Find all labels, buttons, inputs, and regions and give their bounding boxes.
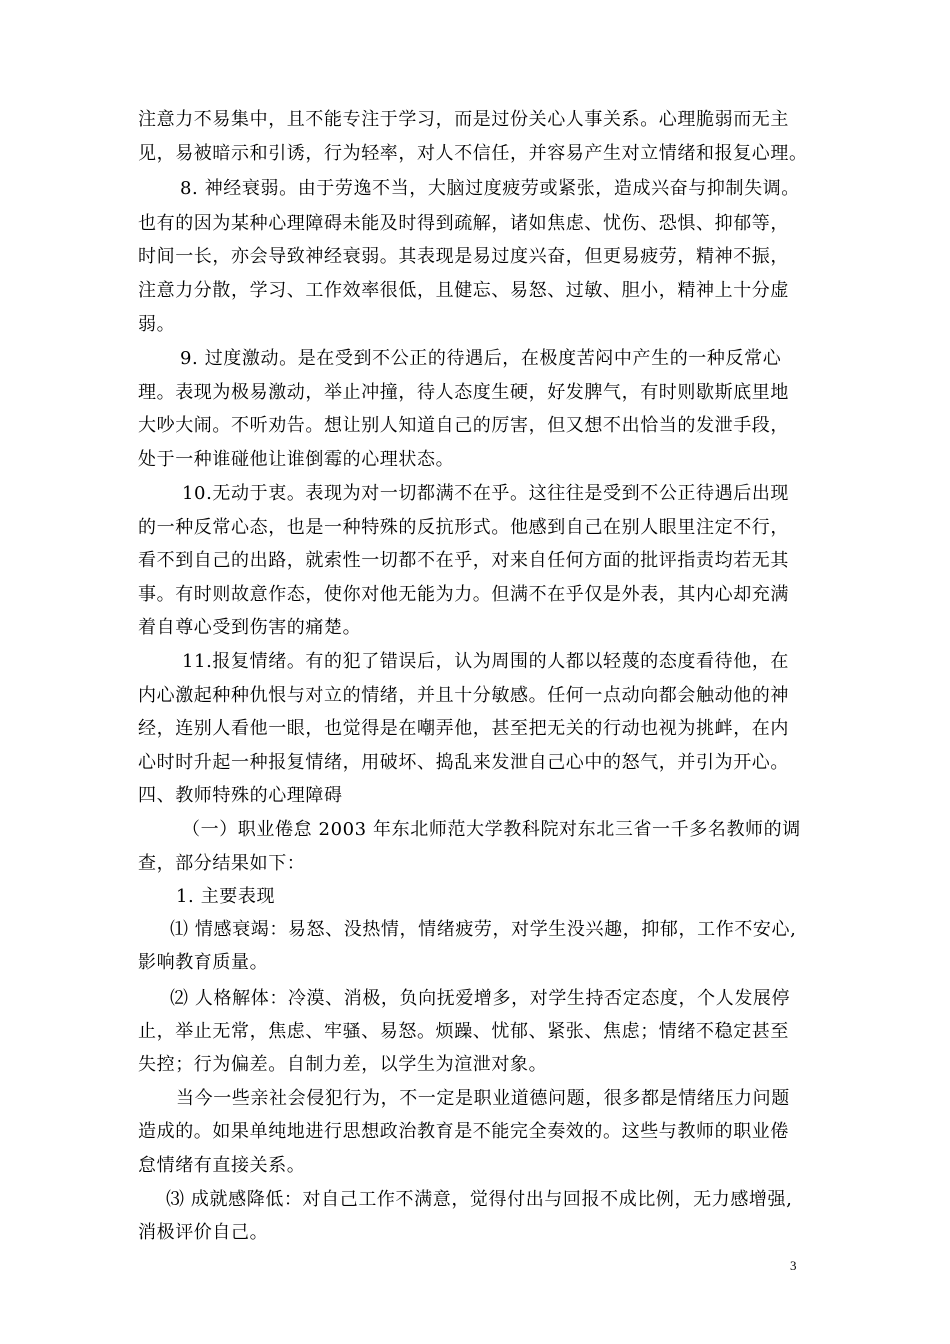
- text-line: 事。有时则故意作态，使你对他无能为力。但满不在乎仅是外表，其内心却充满: [138, 584, 789, 605]
- text-line: 失控；行为偏差。自制力差，以学生为渲泄对象。: [138, 1054, 548, 1075]
- text-line: 注意力分散，学习、工作效率很低，且健忘、易怒、过敏、胆小，精神上十分虚: [138, 280, 789, 301]
- text-line: 内心激起种种仇恨与对立的情绪，并且十分敏感。任何一点动向都会触动他的神: [138, 685, 789, 706]
- text-line: 也有的因为某种心理障碍未能及时得到疏解，诸如焦虑、忧伤、恐惧、抑郁等，: [138, 213, 789, 234]
- text-line: 11.报复情绪。有的犯了错误后，认为周围的人都以轻蔑的态度看待他，在: [182, 651, 790, 672]
- text-line: 8. 神经衰弱。由于劳逸不当，大脑过度疲劳或紧张，造成兴奋与抑制失调。: [180, 178, 800, 199]
- text-line: 弱。: [138, 314, 176, 335]
- text-line: 消极评价自己。: [138, 1222, 269, 1243]
- text-line: 影响教育质量。: [138, 952, 269, 973]
- subheading: 1. 主要表现: [176, 886, 276, 907]
- text-line: 时间一长，亦会导致神经衰弱。其表现是易过度兴奋，但更易疲劳，精神不振，: [138, 246, 789, 267]
- text-line: 着自尊心受到伤害的痛楚。: [138, 617, 362, 638]
- text-line: 10.无动于衷。表现为对一切都满不在乎。这往往是受到不公正待遇后出现: [182, 483, 790, 504]
- text-line: 心时时升起一种报复情绪，用破坏、捣乱来发泄自己心中的怒气，并引为开心。: [138, 752, 789, 773]
- text-line: ⑵ 人格解体：冷漠、消极，负向抚爱增多，对学生持否定态度，个人发展停: [170, 988, 791, 1009]
- text-line: ⑶ 成就感降低：对自己工作不满意，觉得付出与回报不成比例，无力感增强,: [166, 1189, 793, 1210]
- text-line: 9. 过度激动。是在受到不公正的待遇后，在极度苦闷中产生的一种反常心: [180, 348, 782, 369]
- text-line: 处于一种谁碰他让谁倒霉的心理状态。: [138, 449, 455, 470]
- text-line: 看不到自己的出路，就索性一切都不在乎，对来自任何方面的批评指责均若无其: [138, 550, 789, 571]
- text-line: 止，举止无常，焦虑、牢骚、易怒。烦躁、忧郁、紧张、焦虑；情绪不稳定甚至: [138, 1021, 789, 1042]
- text-line: 经，连别人看他一眼，也觉得是在嘲弄他，甚至把无关的行动也视为挑衅，在内: [138, 718, 789, 739]
- text-line: ⑴ 情感衰竭：易怒、没热情，情绪疲劳，对学生没兴趣，抑郁，工作不安心,: [170, 919, 797, 940]
- text-line: 大吵大闹。不听劝告。想让别人知道自己的厉害，但又想不出恰当的发泄手段，: [138, 415, 789, 436]
- text-line: 造成的。如果单纯地进行思想政治教育是不能完全奏效的。这些与教师的职业倦: [138, 1121, 789, 1142]
- text-line: 注意力不易集中，且不能专注于学习，而是过份关心人事关系。心理脆弱而无主: [138, 109, 789, 130]
- text-line: 怠情绪有直接关系。: [138, 1155, 306, 1176]
- text-line: 当今一些亲社会侵犯行为，不一定是职业道德问题，很多都是情绪压力问题: [176, 1088, 790, 1109]
- text-line: （一）职业倦怠 2003 年东北师范大学教科院对东北三省一千多名教师的调: [182, 819, 801, 840]
- text-line: 理。表现为极易激动，举止冲撞，待人态度生硬，好发脾气，有时则歇斯底里地: [138, 382, 789, 403]
- page-number: 3: [790, 1258, 797, 1273]
- text-line: 的一种反常心态，也是一种特殊的反抗形式。他感到自己在别人眼里注定不行，: [138, 517, 789, 538]
- text-line: 查，部分结果如下：: [138, 853, 306, 874]
- section-heading: 四、教师特殊的心理障碍: [138, 785, 343, 806]
- text-line: 见，易被暗示和引诱，行为轻率，对人不信任，并容易产生对立情绪和报复心理。: [138, 143, 808, 164]
